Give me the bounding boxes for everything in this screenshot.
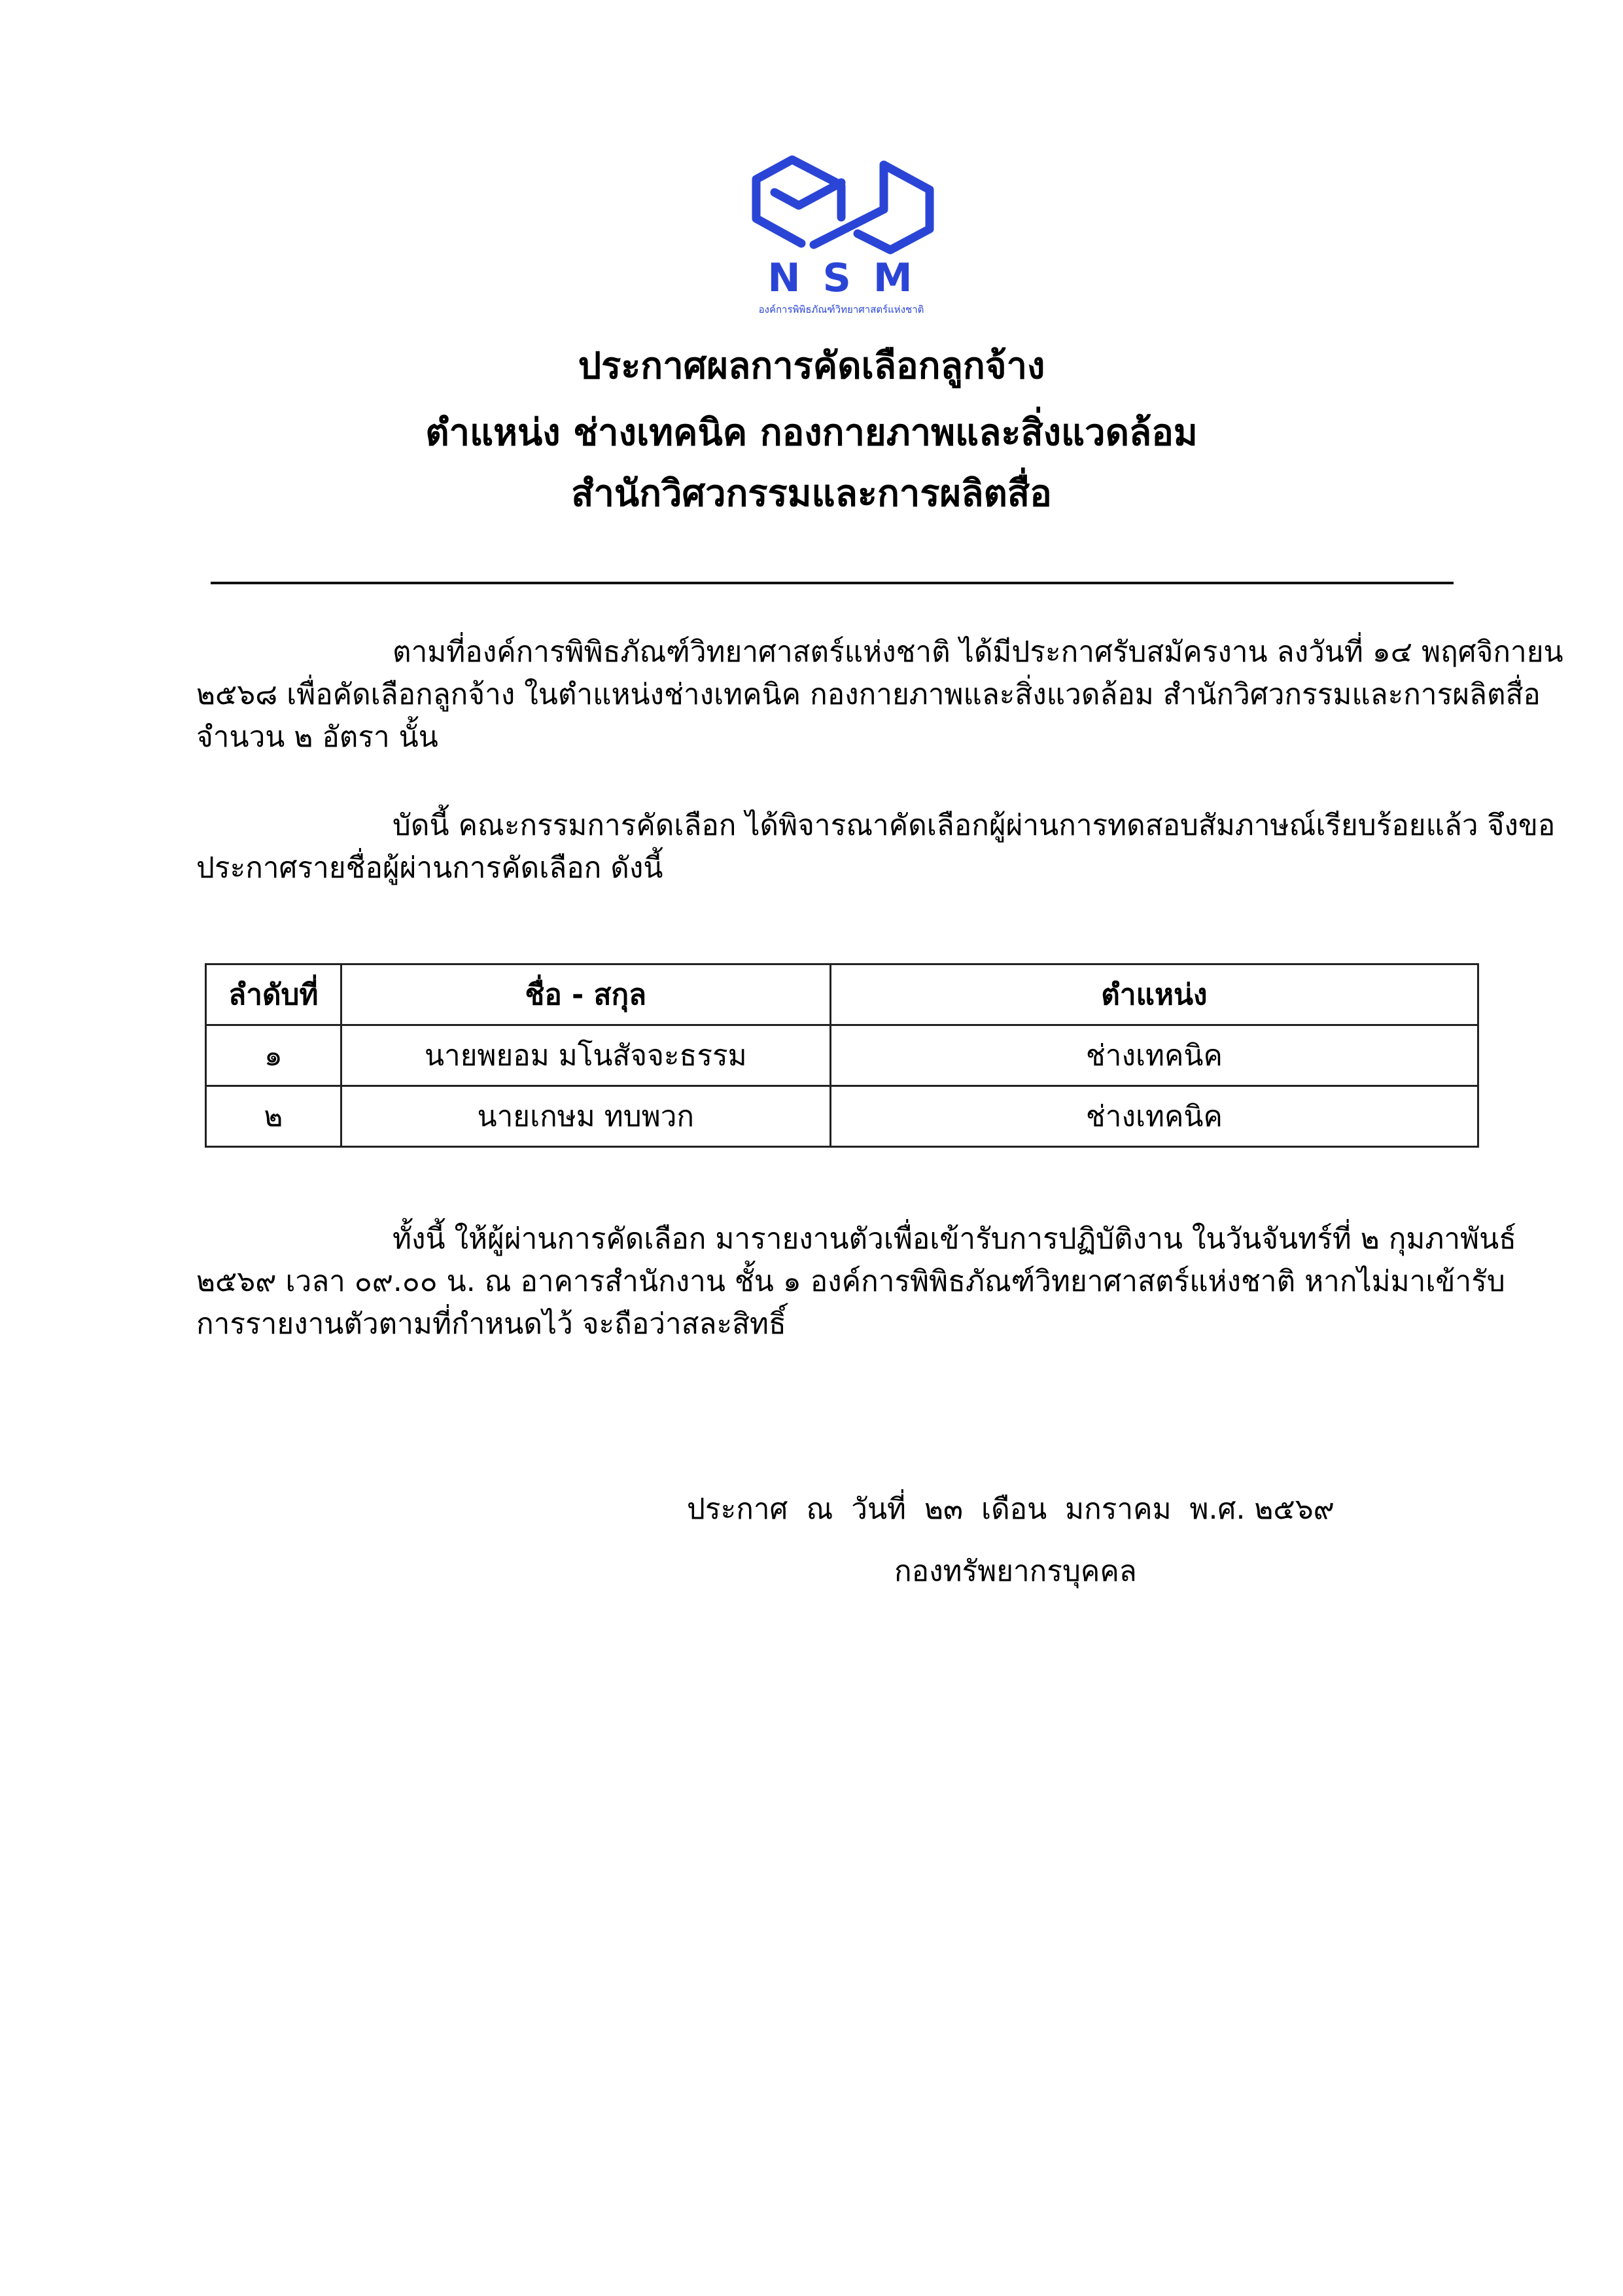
paragraph3-line2: ๒๕๖๙ เวลา ๐๙.๐๐ น. ณ อาคารสำนักงาน ชั้น ๑ องค์การพิพิธภัณฑ์วิทยาศาสตร์แห่งชาติ หากไม่มาเข้ารับ <box>196 1265 1505 1298</box>
paragraph3-line3: การรายงานตัวตามที่กำหนดไว้ จะถือว่าสละสิทธิ์ <box>196 1307 786 1341</box>
nsm-logo <box>743 145 939 322</box>
header-no: ลำดับที่ <box>206 964 341 1025</box>
issuing-department: กองทรัพยากรบุคคล <box>894 1555 1137 1588</box>
row-position: ช่างเทคนิค <box>830 1025 1478 1086</box>
paragraph1-line2: ๒๕๖๘ เพื่อคัดเลือกลูกจ้าง ในตำแหน่งช่างเทคนิค กองกายภาพและสิ่งแวดล้อม สำนักวิศวกรรมและการผลิตสื่อ <box>196 678 1541 711</box>
row-name: นายเกษม ทบพวก <box>341 1086 830 1147</box>
page-subtitle-office: สำนักวิศวกรรมและการผลิตสื่อ <box>571 472 1052 515</box>
results-table <box>205 963 1479 1148</box>
paragraph2-line1: บัดนี้ คณะกรรมการคัดเลือก ได้พิจารณาคัดเลือกผู้ผ่านการทดสอบสัมภาษณ์เรียบร้อยแล้ว จึงขอ <box>393 809 1556 842</box>
header-divider <box>211 582 1454 584</box>
paragraph1-line1: ตามที่องค์การพิพิธภัณฑ์วิทยาศาสตร์แห่งชาติ ได้มีประกาศรับสมัครงาน ลงวันที่ ๑๔ พฤศจิกายน <box>393 635 1563 669</box>
page-subtitle-position: ตำแหน่ง ช่างเทคนิค กองกายภาพและสิ่งแวดล้อม <box>425 412 1198 454</box>
row-no: ๒ <box>206 1086 341 1147</box>
page-title: ประกาศผลการคัดเลือกลูกจ้าง <box>578 345 1045 387</box>
table-row <box>206 1025 1478 1086</box>
logo-letters: NSM <box>767 255 935 301</box>
table-header-row <box>206 964 1478 1025</box>
logo-tagline: องค์การพิพิธภัณฑ์วิทยาศาสตร์แห่งชาติ <box>758 304 924 315</box>
announcement-date: ประกาศ ณ วันที่ ๒๓ เดือน มกราคม พ.ศ. ๒๕๖๙ <box>687 1492 1335 1526</box>
row-position: ช่างเทคนิค <box>830 1086 1478 1147</box>
nsm-hexagon-logo-icon <box>743 145 939 256</box>
table-row <box>206 1086 1478 1147</box>
header-name: ชื่อ - สกุล <box>341 964 830 1025</box>
paragraph1-line3: จำนวน ๒ อัตรา นั้น <box>196 720 438 754</box>
header-position: ตำแหน่ง <box>830 964 1478 1025</box>
paragraph2-line2: ประกาศรายชื่อผู้ผ่านการคัดเลือก ดังนี้ <box>196 851 663 885</box>
paragraph3-line1: ทั้งนี้ ให้ผู้ผ่านการคัดเลือก มารายงานตัวเพื่อเข้ารับการปฏิบัติงาน ในวันจันทร์ที่ ๒ กุมภาพันธ์ <box>393 1222 1516 1256</box>
row-no: ๑ <box>206 1025 341 1086</box>
row-name: นายพยอม มโนสัจจะธรรม <box>341 1025 830 1086</box>
